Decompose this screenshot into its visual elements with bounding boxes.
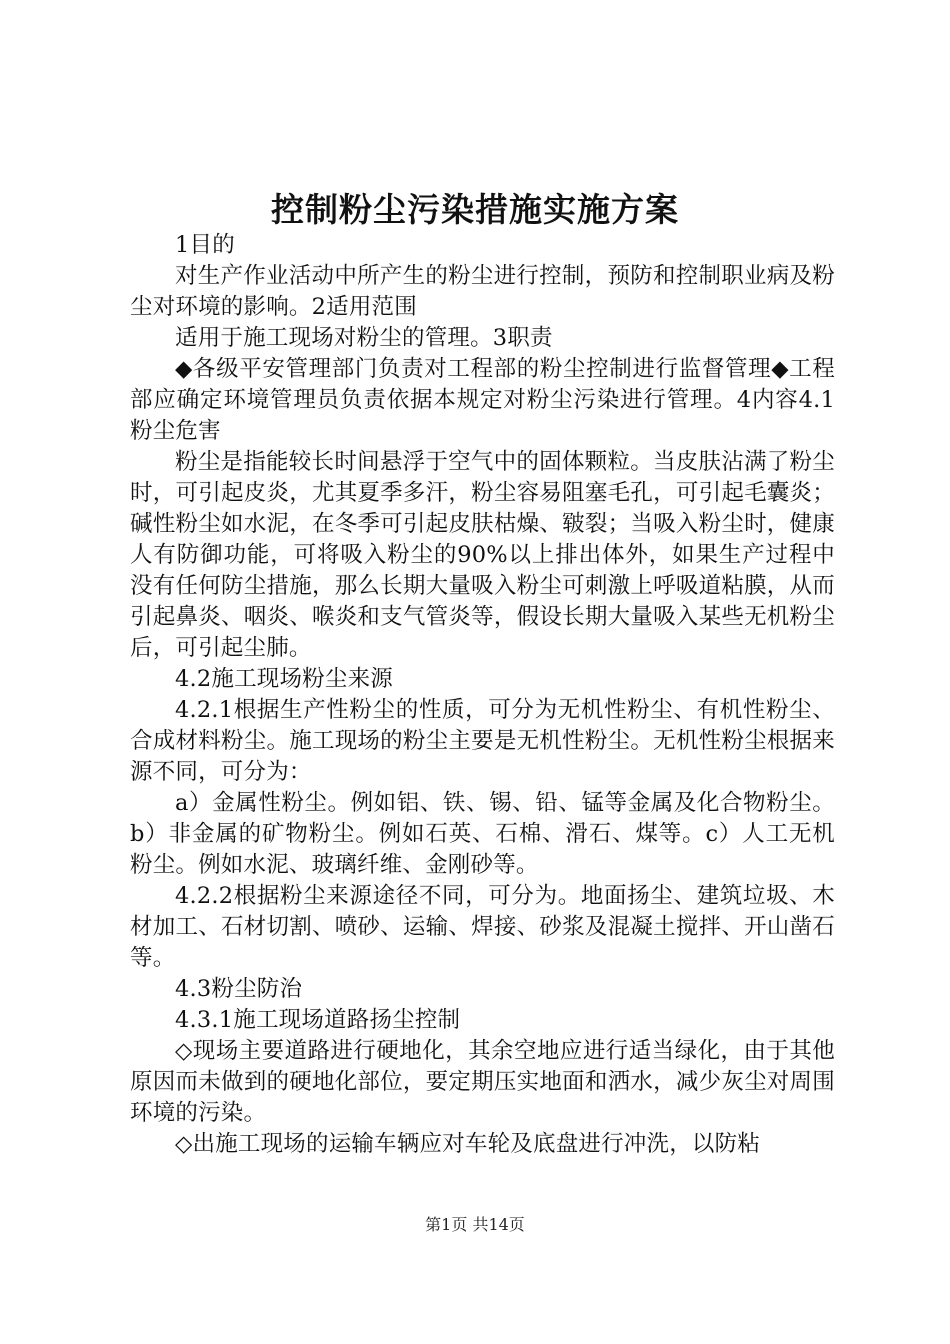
paragraph-9: 4.2.2根据粉尘来源途径不同，可分为。地面扬尘、建筑垃圾、木材加工、石材切割、喷砂、运输、焊接、砂浆及混凝土搅拌、开山凿石等。 bbox=[130, 883, 835, 971]
paragraph-13: ◇出施工现场的运输车辆应对车轮及底盘进行冲洗，以防粘 bbox=[175, 1131, 761, 1157]
paragraph-5: 粉尘是指能较长时间悬浮于空气中的固体颗粒。当皮肤沾满了粉尘时，可引起皮炎，尤其夏季多汗，粉尘容易阻塞毛孔，可引起毛囊炎；碱性粉尘如水泥，在冬季可引起皮肤枯燥、皲裂；当吸入粉尘时，健康人有防御功能，可将吸入粉尘的90%以上排出体外，如果生产过程中没有任何防尘措施，那么长期大量吸入粉尘可刺激上呼吸道粘膜，从而引起鼻炎、咽炎、喉炎和支气管炎等，假设长期大量吸入某些无机粉尘后，可引起尘肺。 bbox=[130, 449, 835, 661]
paragraph-12: ◇现场主要道路进行硬地化，其余空地应进行适当绿化，由于其他原因而未做到的硬地化部位，要定期压实地面和洒水，减少灰尘对周围环境的污染。 bbox=[130, 1038, 835, 1126]
paragraph-3: 适用于施工现场对粉尘的管理。3职责 bbox=[175, 325, 553, 351]
paragraph-10: 4.3粉尘防治 bbox=[175, 976, 303, 1002]
document-body bbox=[130, 230, 835, 1160]
paragraph-4: ◆各级平安管理部门负责对工程部的粉尘控制进行监督管理◆工程部应确定环境管理员负责依据本规定对粉尘污染进行管理。4内容4.1粉尘危害 bbox=[130, 356, 835, 444]
paragraph-7: 4.2.1根据生产性粉尘的性质，可分为无机性粉尘、有机性粉尘、合成材料粉尘。施工现场的粉尘主要是无机性粉尘。无机性粉尘根据来源不同，可分为： bbox=[130, 697, 835, 785]
document-title: 控制粉尘污染措施实施方案 bbox=[271, 190, 679, 229]
paragraph-6: 4.2施工现场粉尘来源 bbox=[175, 666, 393, 692]
page-footer: 第1页 共14页 bbox=[425, 1215, 525, 1234]
paragraph-1: 1目的 bbox=[175, 232, 235, 258]
paragraph-11: 4.3.1施工现场道路扬尘控制 bbox=[175, 1007, 461, 1033]
paragraph-2: 对生产作业活动中所产生的粉尘进行控制，预防和控制职业病及粉尘对环境的影响。2适用范围 bbox=[130, 263, 835, 320]
paragraph-8: a）金属性粉尘。例如铝、铁、锡、铅、锰等金属及化合物粉尘。b）非金属的矿物粉尘。例如石英、石棉、滑石、煤等。c）人工无机粉尘。例如水泥、玻璃纤维、金刚砂等。 bbox=[130, 790, 835, 878]
